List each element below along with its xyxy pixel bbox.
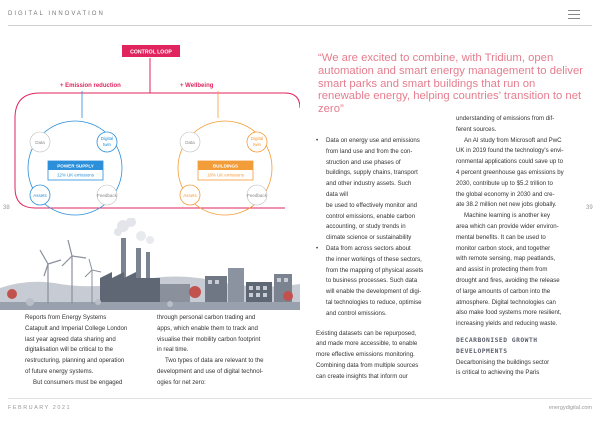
body-line: Machine learning is another key	[464, 212, 551, 220]
body-line: • Data from across sectors about	[326, 244, 411, 252]
control-loop-diagram	[0, 38, 300, 228]
window	[284, 278, 288, 282]
body-line: mental benefits. It can be used to	[456, 233, 546, 241]
body-line: But consumers must be engaged	[33, 378, 123, 386]
body-line: last year agreed data sharing and	[25, 335, 116, 343]
factory-annex	[160, 284, 190, 302]
window	[256, 286, 260, 290]
window	[249, 286, 253, 290]
body-line: control emissions, enable carbon	[326, 212, 416, 220]
body-line: development and use of digital technol-	[157, 367, 264, 375]
body-line: understanding of emissions from dif-	[456, 115, 555, 122]
emission-reduction-label: + Emission reduction	[60, 83, 121, 89]
window	[263, 286, 267, 290]
body-line: will enable the development of digi-	[326, 288, 422, 296]
body-line: 2030, contribute up to $5.2 trillion to	[456, 179, 553, 187]
body-line: ferent sources.	[456, 125, 497, 133]
page-number-right: 39	[586, 205, 593, 211]
body-line: 4 percent greenhouse gas emissions by	[456, 168, 564, 176]
bullet-item	[316, 244, 454, 320]
subheading: DECARBONISED GROWTH	[456, 336, 538, 344]
footer-site[interactable]: energydigital.com	[548, 405, 592, 411]
body-line: Catapult and Imperial College London	[25, 324, 128, 332]
body-line: • Data on energy use and emissions	[326, 137, 420, 144]
body-line: UK in 2019 found the technology's envi-	[456, 147, 564, 155]
body-line: atmosphere. Digital technologies can	[456, 298, 556, 306]
body-line: accounting, or study trends in	[326, 223, 406, 231]
window	[263, 293, 267, 297]
body-line: struction and use phases of	[326, 158, 401, 166]
bullet-item	[316, 136, 454, 244]
body-line: Combining data from multiple sources	[316, 361, 419, 369]
digital-label: Digital	[250, 136, 264, 141]
power-supply-title: POWER SUPPLY	[57, 163, 94, 169]
body-line: from the mapping of physical assets	[326, 266, 424, 274]
body-line: visualise their mobility carbon footprint	[157, 335, 261, 343]
loop-frame-top	[40, 93, 300, 108]
assets-label: Assets	[183, 193, 197, 198]
building	[228, 268, 244, 302]
body-line: area which can provide wider environ-	[456, 222, 559, 230]
body-line: restructuring, planning and operation	[25, 357, 125, 365]
twin-label: twin	[102, 142, 112, 147]
body-line: data will	[326, 190, 349, 198]
bullet-list	[316, 136, 454, 320]
body-line: monitor carbon stock, and together	[456, 244, 551, 252]
body-line: can create insights that inform our	[316, 372, 408, 380]
window	[249, 293, 253, 297]
smoke-puff	[136, 231, 146, 241]
data-node-label: Data	[35, 140, 45, 145]
assets-label: Assets	[33, 193, 47, 198]
body-line: and made more accessible, to enable	[316, 340, 418, 348]
subheading: DEVELOPMENTS	[456, 347, 508, 355]
body-line: An AI study from Microsoft and PwC	[464, 136, 562, 144]
smoke-puff	[114, 228, 122, 236]
body-line: from land use and from the con-	[326, 147, 413, 155]
body-line: Existing datasets can be repurposed,	[316, 329, 417, 337]
body-line: and control emissions.	[326, 309, 387, 317]
body-line: the global economy in 2030 and cre-	[456, 190, 555, 198]
footer-date: FEBRUARY 2021	[8, 405, 72, 411]
body-line: and assist in protecting them from	[456, 266, 548, 274]
body-line: also make food systems more resilient,	[456, 309, 562, 317]
column-4	[456, 114, 591, 379]
building	[246, 282, 272, 302]
body-line: more effective emissions monitoring.	[316, 351, 415, 359]
body-line: through personal carbon trading and	[157, 314, 256, 321]
body-line: the inner workings of these sectors,	[326, 255, 422, 263]
control-loop-label: CONTROL LOOP	[130, 49, 172, 56]
smoke-puff	[146, 236, 154, 244]
body-line: digitalisation will be critical to the	[25, 346, 114, 354]
body-line: Two types of data are relevant to the	[165, 357, 264, 365]
column-1	[25, 313, 153, 389]
body-line: be used to effectively monitor and	[326, 201, 418, 209]
page-number-left: 38	[3, 205, 10, 211]
data-node-label: Data	[185, 140, 195, 145]
window	[256, 293, 260, 297]
body-line: is critical to achieving the Paris	[456, 369, 540, 377]
body-line: of future energy systems.	[25, 367, 94, 375]
body-line: and other industry assets. Such	[326, 180, 412, 188]
feedback-label: Feedback	[97, 193, 117, 198]
building	[205, 276, 227, 302]
body-line: to business processes. Such data	[326, 277, 418, 285]
landscape-illustration	[0, 218, 300, 310]
menu-icon[interactable]	[568, 10, 580, 22]
ground	[0, 302, 300, 310]
buildings-sub: 18% UK emissions	[207, 172, 244, 178]
body-line: increasing yields and reducing waste.	[456, 320, 558, 328]
body-line: Decarbonising the buildings sector	[456, 358, 550, 366]
column-3	[316, 136, 454, 383]
section-title: DIGITAL INNOVATION	[8, 11, 105, 17]
factory-building	[100, 272, 160, 302]
pull-quote: “We are excited to combine, with Tridium, open automation and smart energy management to deliver smart parks and smart buildings that run on renewable energy, helping countries’ transition to net zero”	[318, 52, 583, 116]
body-line: apps, which enable them to track and	[157, 324, 258, 332]
buildings-title: BUILDINGS	[212, 163, 239, 169]
digital-label: Digital	[100, 136, 114, 141]
body-line: ate 38.2 million net new jobs globally.	[456, 201, 557, 209]
feedback-label: Feedback	[247, 193, 267, 198]
body-line: with remote sensing, map peatlands,	[456, 255, 556, 263]
wellbeing-label: + Wellbeing	[180, 83, 214, 89]
body-line: climate science or sustainability	[326, 234, 412, 242]
window	[277, 278, 281, 282]
body-line: of large amounts of carbon into the	[456, 287, 551, 295]
body-line: buildings, supply chains, transport	[326, 169, 418, 177]
body-line: drought and fires, avoiding the release	[456, 276, 560, 284]
body-line: in real time.	[157, 346, 189, 354]
twin-label: twin	[252, 142, 262, 147]
body-line: tal technologies to reduce, optimise	[326, 298, 422, 306]
header-divider	[8, 25, 592, 26]
power-supply-sub: 12% UK emissions	[57, 172, 94, 178]
column-2	[157, 313, 289, 389]
body-line: ogies for net zero:	[157, 378, 206, 386]
window	[208, 280, 212, 284]
window	[215, 280, 219, 284]
body-line: ronmental applications could save up to	[456, 158, 564, 166]
footer-divider	[8, 398, 592, 399]
body-line: Reports from Energy Systems	[25, 314, 107, 321]
